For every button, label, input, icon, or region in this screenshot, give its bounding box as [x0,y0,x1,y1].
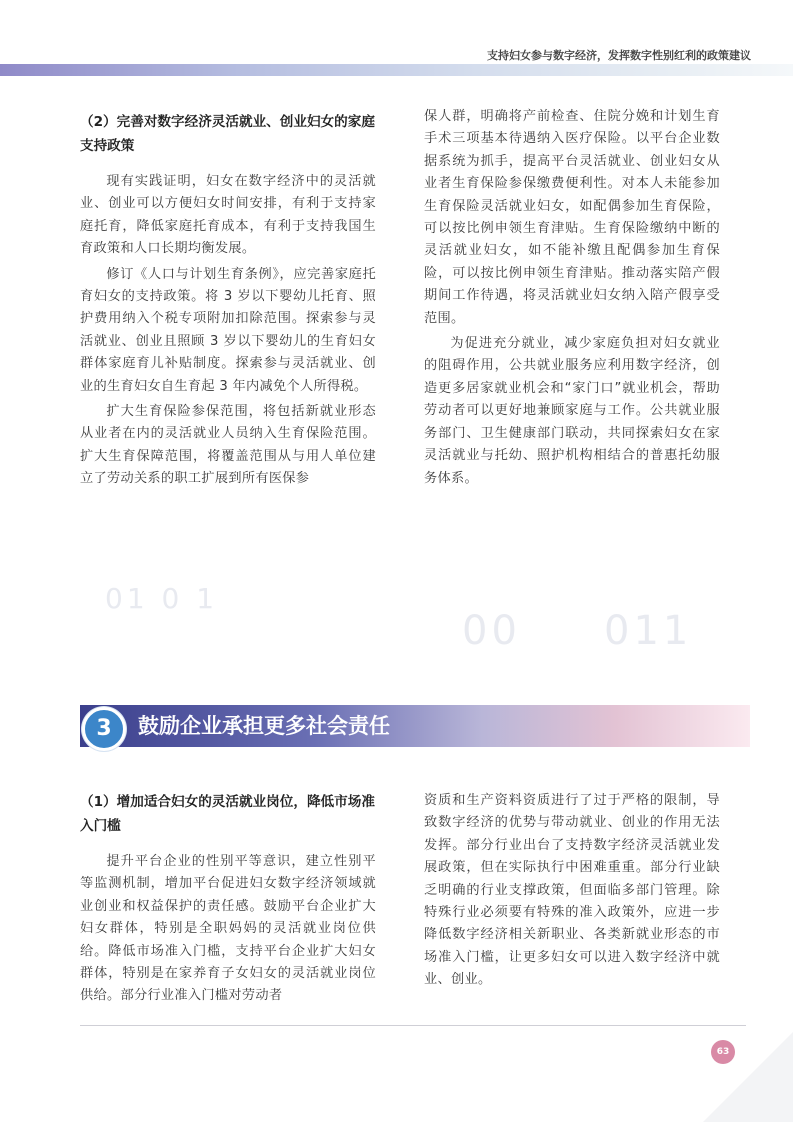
section3-left-column [80,790,376,1008]
subsection-heading: （2）完善对数字经济灵活就业、创业妇女的家庭支持政策 [80,114,375,154]
decorative-binary-right-b: 011 [604,608,693,654]
top-left-column [80,110,376,491]
header-gradient-bar [0,64,793,76]
paragraph: 提升平台企业的性别平等意识，建立性别平等监测机制，增加平台促进妇女数字经济领域就业创业和权益保护的责任感。鼓励平台企业扩大妇女群体，特别是全职妈妈的灵活就业岗位供给。降低市场准入门槛，支持平台企业扩大妇女群体，特别是在家养育子女妇女的灵活就业岗位供给。部分行业准入门槛对劳动者 [80,854,376,1004]
running-header: 支持妇女参与数字经济，发挥数字性别红利的政策建议 [487,49,751,62]
paragraph: 现有实践证明，妇女在数字经济中的灵活就业、创业可以方便妇女时间安排，有利于支持家庭托育，降低家庭托育成本，有利于支持我国生育政策和人口长期均衡发展。 [80,174,376,257]
paragraph: 资质和生产资料资质进行了过于严格的限制，导致数字经济的优势与带动就业、创业的作用无法发挥。部分行业出台了支持数字经济灵活就业发展政策，但在实际执行中困难重重。部分行业缺乏明确的行业支撑政策，但面临多部门管理。除特殊行业必须要有特殊的准入政策外，应进一步降低数字经济相关新职业、各类新就业形态的市场准入门槛，让更多妇女可以进入数字经济中就业、创业。 [424,793,720,988]
decorative-binary-right-a: 00 [462,608,521,654]
decorative-binary-left: 01 0 1 [105,582,219,615]
paragraph: 修订《人口与计划生育条例》，应完善家庭托育妇女的支持政策。将 3 岁以下婴幼儿托育、照护费用纳入个税专项附加扣除范围。探索参与灵活就业、创业且照顾 3 岁以下婴幼儿的生育妇女群体家庭育儿补贴制度。探索参与灵活就业、创业的生育妇女自生育起 3 年内减免个人所得税。 [80,266,376,394]
section-number-badge: 3 [82,707,126,751]
page-number: 63 [711,1040,735,1064]
paragraph: 为促进充分就业，减少家庭负担对妇女就业的阻碍作用，公共就业服务应利用数字经济，创造更多居家就业机会和“家门口”就业机会，帮助劳动者可以更好地兼顾家庭与工作。公共就业服务部门、卫生健康部门联动，共同探索妇女在家灵活就业与托幼、照护机构相结合的普惠托幼服务体系。 [424,336,720,486]
section3-right-column [424,790,720,992]
corner-decoration [703,1032,793,1122]
footer-divider [80,1025,746,1026]
top-right-column [424,106,720,490]
paragraph: 扩大生育保险参保范围，将包括新就业形态从业者在内的灵活就业人员纳入生育保险范围。扩大生育保障范围，将覆盖范围从与用人单位建立了劳动关系的职工扩展到所有医保参 [80,404,376,487]
paragraph: 保人群，明确将产前检查、住院分娩和计划生育手术三项基本待遇纳入医疗保险。以平台企业数据系统为抓手，提高平台灵活就业、创业妇女从业者生育保险参保缴费便利性。对本人未能参加生育保险灵活就业妇女，如配偶参加生育保险，可以按比例申领生育津贴。生育保险缴纳中断的灵活就业妇女，如不能补缴且配偶参加生育保险，可以按比例申领生育津贴。推动落实陪产假期间工作待遇，将灵活就业妇女纳入陪产假享受范围。 [424,109,720,326]
subsection-heading: （1）增加适合妇女的灵活就业岗位，降低市场准入门槛 [80,794,375,834]
section-title: 鼓励企业承担更多社会责任 [138,714,390,738]
